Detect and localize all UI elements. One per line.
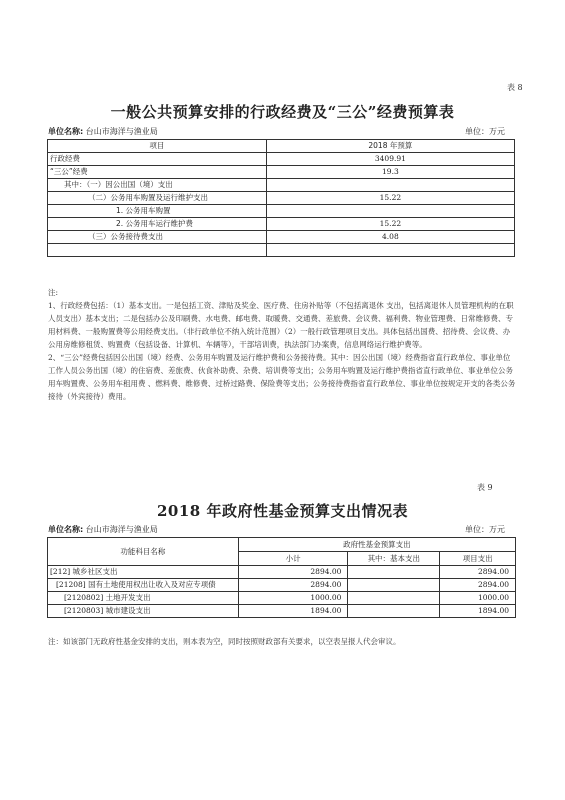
table9-unit-row [48, 524, 158, 535]
row-label: 2. 公务用车运行维护费 [48, 218, 267, 231]
table9-title: 2018 年政府性基金预算支出情况表 [157, 502, 408, 520]
row-basic [348, 592, 440, 605]
header-group: 政府性基金预算支出 [238, 538, 515, 552]
row-label: [212] 城乡社区支出 [48, 566, 239, 579]
unit-name: 台山市海洋与渔业局 [85, 127, 158, 136]
note-2: 2、“三公”经费包括因公出国（境）经费、公务用车购置及运行维护费和公务接待费。其中：因公出国（境）经费指省直行政单位、事业单位工作人员公务出国（境）的住宿费、差旅费、伙食补助费、杂费、培训费等支出；公务用车购置及运行维护费指省直行政单位、事业单位公务用车购置费、公务用车租用费 、燃料费、维修费、过桥过路费、保险费等支出；公务接待费指省直行政单位、事业单位按规定开支的各类公务接待（外宾接待）费用。 [48, 353, 516, 401]
header-project: 项目支出 [440, 552, 516, 566]
row-project: 1894.00 [440, 605, 516, 618]
table-row [48, 244, 515, 257]
row-label: （二）公务用车购置及运行维护支出 [48, 192, 267, 205]
table8-title: 一般公共预算安排的行政经费及“三公”经费预算表 [110, 103, 455, 121]
table-row [48, 192, 515, 205]
row-value: 15.22 [266, 192, 514, 205]
table-row [48, 153, 515, 166]
row-value: 19.3 [266, 166, 514, 179]
row-label: 行政经费 [48, 153, 267, 166]
table-row [48, 218, 515, 231]
table8-notes [48, 286, 516, 403]
row-value [266, 179, 514, 192]
row-basic [348, 605, 440, 618]
row-project: 1000.00 [440, 592, 516, 605]
table-header-row [48, 538, 516, 552]
row-total: 1000.00 [238, 592, 348, 605]
table-row [48, 592, 516, 605]
header-basic: 其中：基本支出 [348, 552, 440, 566]
row-basic [348, 579, 440, 592]
row-label: 其中：（一）因公出国（境）支出 [48, 179, 267, 192]
row-project: 2894.00 [440, 566, 516, 579]
table-row [48, 231, 515, 244]
table9-tag: 表 9 [477, 483, 493, 492]
row-label: [21208] 国有土地使用权出让收入及对应专项债 [48, 579, 239, 592]
table8 [47, 139, 515, 257]
table8-unit-row [48, 126, 158, 137]
header-item: 项目 [48, 140, 267, 153]
table9-note: 注：如该部门无政府性基金安排的支出，则本表为空，同时按照财政部有关要求，以空表呈报人代会审议。 [48, 637, 401, 646]
header-subject: 功能科目名称 [48, 538, 239, 566]
row-label [48, 244, 267, 257]
table-row [48, 579, 516, 592]
row-label: “三公”经费 [48, 166, 267, 179]
header-subtotal: 小计 [238, 552, 348, 566]
header-budget: 2018 年预算 [266, 140, 514, 153]
row-label: [2120802] 土地开发支出 [48, 592, 239, 605]
table9 [47, 537, 516, 618]
unit-label: 单位名称: [48, 127, 84, 136]
row-total: 2894.00 [238, 579, 348, 592]
row-value: 15.22 [266, 218, 514, 231]
row-label: （三）公务接待费支出 [48, 231, 267, 244]
row-basic [348, 566, 440, 579]
table-row [48, 179, 515, 192]
notes-heading: 注: [48, 288, 59, 297]
row-label: 1. 公务用车购置 [48, 205, 267, 218]
table8-tag: 表 8 [507, 83, 523, 92]
row-value: 4.08 [266, 231, 514, 244]
row-value [266, 244, 514, 257]
unit-label: 单位名称: [48, 525, 84, 534]
table-row [48, 166, 515, 179]
unit-name: 台山市海洋与渔业局 [85, 525, 158, 534]
row-label: [2120803] 城市建设支出 [48, 605, 239, 618]
note-1: 1、行政经费包括：（1）基本支出。一是包括工资、津贴及奖金、医疗费、住房补贴等（不包括离退休 支出，包括离退休人员管理机构的在职人员支出）基本支出；二是包括办公及印刷费、水电费、邮电费、取暖费、交通费、差旅费、会议费、福利费、物业管理费、日常维修费、专用材料费、一般购置费等公用经费支出。（非行政单位不纳入统计范围）（2）一般行政管理项目支出。具体包括出国费、招待费、会议费、办公用房维修租赁、购置费（包括设备、计算机、车辆等），干部培训费，执法部门办案费，信息网络运行维护费等。 [48, 301, 514, 349]
table-row [48, 566, 516, 579]
row-value [266, 205, 514, 218]
row-project: 2894.00 [440, 579, 516, 592]
row-total: 1894.00 [238, 605, 348, 618]
table-header-row [48, 140, 515, 153]
row-total: 2894.00 [238, 566, 348, 579]
table-row [48, 205, 515, 218]
table-row [48, 605, 516, 618]
row-value: 3409.91 [266, 153, 514, 166]
table8-money-unit: 单位：万元 [465, 127, 505, 136]
table9-money-unit: 单位：万元 [465, 525, 505, 534]
